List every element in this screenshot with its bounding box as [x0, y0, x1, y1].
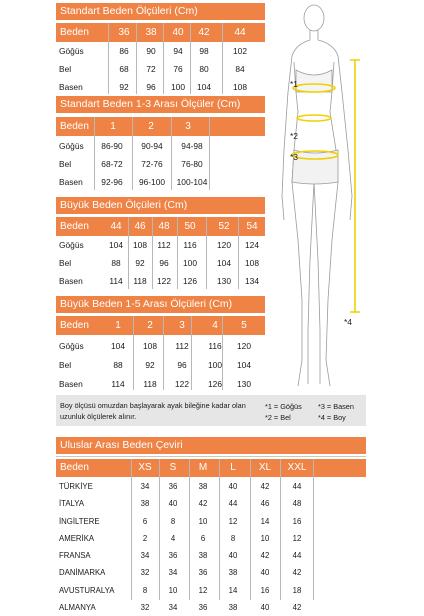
- column-divider: [209, 117, 210, 190]
- cell: 96: [146, 82, 156, 92]
- cell: 44: [228, 499, 238, 509]
- cell: 94-98: [181, 141, 203, 151]
- cell: 38: [198, 482, 208, 491]
- cell: 92: [119, 82, 129, 92]
- cell: 130: [237, 379, 251, 389]
- row-label: TÜRKİYE: [59, 482, 93, 491]
- column-divider: [219, 459, 220, 600]
- header-size: 52: [218, 221, 230, 232]
- cell: 108: [233, 82, 247, 92]
- cell: 40: [168, 499, 178, 509]
- cell: 10: [168, 585, 178, 595]
- cell: 94: [173, 46, 183, 56]
- column-divider: [132, 117, 133, 190]
- cell: 104: [217, 258, 231, 268]
- cell: 88: [113, 360, 123, 370]
- cell: 32: [140, 568, 150, 578]
- marker-height: *4: [344, 317, 353, 327]
- cell: 114: [109, 276, 123, 286]
- column-divider: [190, 23, 191, 94]
- standard-header-row: [56, 23, 265, 42]
- table-row: [56, 174, 265, 190]
- cell: 34: [140, 482, 150, 491]
- header-size: 38: [145, 27, 157, 38]
- column-divider: [280, 459, 281, 600]
- cell: 134: [245, 276, 259, 286]
- legend-item: *4 = Boy: [318, 413, 346, 422]
- cell: 8: [170, 516, 176, 526]
- row-label: AMERİKA: [59, 533, 95, 543]
- column-divider: [222, 23, 223, 94]
- cell: 104: [197, 82, 211, 92]
- cell: 72: [146, 64, 156, 74]
- header-size: 46: [134, 221, 146, 232]
- header-size: 44: [234, 27, 246, 38]
- cell: 72-76: [141, 159, 163, 169]
- arms-outline: [282, 40, 352, 220]
- column-divider: [128, 217, 129, 289]
- row-label: Göğüs: [59, 341, 84, 351]
- header-size: L: [230, 462, 236, 473]
- legend-item: *3 = Basen: [318, 402, 354, 411]
- row-label: Basen: [59, 276, 83, 286]
- cell: 38: [198, 551, 208, 561]
- header-label: Beden: [60, 121, 89, 132]
- row-label: Göğüs: [59, 240, 84, 250]
- header-size: 2: [148, 121, 154, 132]
- row-label: Basen: [59, 379, 83, 389]
- header-size: 5: [241, 320, 247, 331]
- cell: 116: [183, 240, 197, 250]
- measurement-note: [56, 395, 366, 426]
- column-divider: [136, 23, 137, 94]
- cell: 38: [228, 603, 238, 613]
- neck-outline: [310, 30, 318, 40]
- cell: 76-80: [181, 159, 203, 169]
- row-label: FRANSA: [59, 551, 91, 561]
- cell: 40: [260, 603, 270, 613]
- cell: 32: [140, 603, 150, 613]
- cell: 88: [111, 258, 121, 268]
- cell: 46: [260, 499, 270, 509]
- cell: 120: [237, 341, 251, 351]
- cell: 18: [292, 585, 302, 595]
- header-size: XL: [258, 462, 272, 473]
- row-label: DANİMARKA: [59, 568, 106, 578]
- head-outline: [304, 5, 324, 31]
- cell: 14: [260, 516, 270, 526]
- cell: 42: [292, 603, 302, 613]
- cell: 44: [292, 551, 302, 561]
- header-size: M: [198, 462, 208, 473]
- legend-item: *1 = Göğüs: [265, 402, 302, 411]
- top-outline: [296, 70, 332, 92]
- large15-header-row: [56, 316, 265, 335]
- cell: 92: [145, 360, 155, 370]
- header-size: 40: [172, 27, 184, 38]
- cell: 42: [260, 482, 270, 491]
- cell: 16: [292, 516, 302, 526]
- header-size: XS: [138, 462, 152, 473]
- row-label: İTALYA: [59, 499, 85, 509]
- shorts-outline: [292, 150, 338, 184]
- cell: 44: [292, 482, 302, 491]
- cell: 4: [170, 533, 176, 543]
- row-label: AVUSTURALYA: [59, 585, 115, 595]
- header-size: 3: [179, 320, 185, 331]
- cell: 68-72: [101, 159, 123, 169]
- cell: 86-90: [101, 141, 123, 151]
- title-underline: [56, 456, 366, 457]
- cell: 12: [198, 585, 208, 595]
- column-divider: [206, 217, 207, 289]
- large15-title: Büyük Beden 1-5 Arası Ölçüleri (Cm): [56, 296, 265, 313]
- cell: 118: [143, 379, 157, 389]
- cell: 6: [200, 533, 206, 543]
- header-size: 1: [115, 320, 121, 331]
- column-divider: [131, 459, 132, 600]
- cell: 42: [198, 499, 208, 509]
- header-size: XXL: [287, 462, 307, 473]
- header-label: Beden: [60, 221, 89, 232]
- cell: 76: [173, 64, 183, 74]
- cell: 40: [260, 568, 270, 578]
- table-row: [56, 599, 366, 616]
- row-label: Göğüs: [59, 141, 84, 151]
- cell: 98: [199, 46, 209, 56]
- header-size: 2: [147, 320, 153, 331]
- column-divider: [163, 316, 164, 390]
- cell: 100: [183, 258, 197, 268]
- cell: 104: [109, 240, 123, 250]
- cell: 42: [292, 568, 302, 578]
- header-size: 44: [110, 221, 122, 232]
- row-label: İNGİLTERE: [59, 516, 100, 526]
- cell: 96: [159, 258, 169, 268]
- marker-hip: *3: [290, 152, 299, 162]
- cell: 122: [175, 379, 189, 389]
- cell: 126: [208, 379, 222, 389]
- column-divider: [108, 23, 109, 94]
- table-row: [56, 582, 366, 599]
- cell: 36: [198, 603, 208, 613]
- header-size: 42: [198, 27, 210, 38]
- cell: 118: [133, 276, 147, 286]
- table-row: [56, 547, 366, 564]
- cell: 92-96: [101, 177, 123, 187]
- column-divider: [250, 459, 251, 600]
- waist-measure-line: [297, 115, 331, 121]
- cell: 12: [228, 516, 238, 526]
- cell: 2: [142, 533, 148, 543]
- cell: 34: [168, 568, 178, 578]
- cell: 116: [208, 341, 222, 351]
- row-label: ALMANYA: [59, 603, 96, 613]
- column-divider: [163, 23, 164, 94]
- marker-waist: *2: [290, 131, 299, 141]
- legs-outline: [308, 182, 320, 384]
- cell: 8: [142, 585, 148, 595]
- column-divider: [238, 217, 239, 289]
- header-size: 4: [212, 320, 218, 331]
- cell: 34: [140, 551, 150, 561]
- cell: 16: [260, 585, 270, 595]
- table-row: [56, 237, 265, 253]
- table-row: [56, 495, 366, 512]
- cell: 10: [260, 533, 270, 543]
- row-label: Basen: [59, 82, 83, 92]
- cell: 112: [157, 240, 171, 250]
- cell: 108: [143, 341, 157, 351]
- table-row: [56, 138, 265, 154]
- table-row: [56, 513, 366, 530]
- column-divider: [171, 117, 172, 190]
- cell: 42: [260, 551, 270, 561]
- standard-table: [56, 42, 265, 95]
- standard13-header-row: [56, 117, 265, 136]
- large15-table: [56, 336, 265, 392]
- cell: 122: [157, 276, 171, 286]
- cell: 86: [119, 46, 129, 56]
- cell: 34: [168, 603, 178, 613]
- body-figure: [258, 0, 366, 395]
- cell: 100: [208, 360, 222, 370]
- cell: 108: [245, 258, 259, 268]
- note-text: Boy ölçüsü omuzdan başlayarak ayak bileğine kadar olan uzunluk ölçülerek alınır.: [60, 401, 246, 421]
- table-row: [56, 43, 265, 59]
- cell: 90: [146, 46, 156, 56]
- cell: 126: [183, 276, 197, 286]
- cell: 68: [119, 64, 129, 74]
- cell: 84: [235, 64, 245, 74]
- header-label: Beden: [60, 462, 89, 473]
- cell: 96: [177, 360, 187, 370]
- header-size: 3: [185, 121, 191, 132]
- header-size: S: [169, 462, 177, 473]
- cell: 6: [142, 516, 148, 526]
- cell: 48: [292, 499, 302, 509]
- body-outline: [292, 62, 338, 386]
- large-table: [56, 236, 265, 289]
- legend-item: *2 = Bel: [265, 413, 291, 422]
- cell: 40: [228, 482, 238, 491]
- column-divider: [159, 459, 160, 600]
- cell: 102: [233, 46, 247, 56]
- header-size: 36: [118, 27, 130, 38]
- column-divider: [191, 316, 192, 390]
- large-header-row: [56, 217, 265, 236]
- row-label: Bel: [59, 258, 72, 268]
- table-row: [56, 273, 265, 289]
- cell: 80: [199, 64, 209, 74]
- cell: 96-100: [138, 177, 166, 187]
- row-label: Basen: [59, 177, 83, 187]
- cell: 104: [111, 341, 125, 351]
- cell: 114: [111, 379, 125, 389]
- cell: 36: [198, 568, 208, 578]
- table-row: [56, 564, 366, 581]
- standard13-title: Standart Beden 1-3 Arası Ölçüler (Cm): [56, 96, 265, 113]
- table-row: [56, 156, 265, 172]
- table-row: [56, 255, 265, 271]
- table-row: [56, 376, 265, 392]
- table-row: [56, 338, 265, 354]
- column-divider: [189, 459, 190, 600]
- column-divider: [177, 217, 178, 289]
- standard13-table: [56, 137, 265, 190]
- cell: 104: [237, 360, 251, 370]
- column-divider: [133, 316, 134, 390]
- header-label: Beden: [60, 320, 89, 331]
- table-row: [56, 530, 366, 547]
- cell: 90-94: [141, 141, 163, 151]
- cell: 10: [198, 516, 208, 526]
- cell: 38: [140, 499, 150, 509]
- cell: 40: [228, 551, 238, 561]
- table-row: [56, 79, 265, 95]
- column-divider: [94, 117, 95, 190]
- header-size: 48: [158, 221, 170, 232]
- column-divider: [313, 459, 314, 600]
- cell: 108: [133, 240, 147, 250]
- cell: 100-104: [176, 177, 208, 187]
- header-size: 1: [110, 121, 116, 132]
- cell: 92: [135, 258, 145, 268]
- cell: 12: [292, 533, 302, 543]
- marker-chest: *1: [290, 79, 299, 89]
- cell: 8: [230, 533, 236, 543]
- row-label: Bel: [59, 159, 72, 169]
- header-label: Beden: [60, 27, 89, 38]
- cell: 130: [217, 276, 231, 286]
- cell: 36: [168, 482, 178, 491]
- cell: 112: [175, 341, 189, 351]
- header-size: 54: [246, 221, 258, 232]
- table-row: [56, 357, 265, 373]
- large-title: Büyük Beden Ölçüleri (Cm): [56, 197, 265, 214]
- cell: 100: [171, 82, 185, 92]
- cell: 124: [245, 240, 259, 250]
- row-label: Göğüs: [59, 46, 84, 56]
- standard-title: Standart Beden Ölçüleri (Cm): [56, 3, 265, 20]
- row-label: Bel: [59, 360, 72, 370]
- table-row: [56, 61, 265, 77]
- international-header-row: [56, 459, 366, 477]
- table-row: [56, 478, 366, 495]
- cell: 14: [228, 585, 238, 595]
- international-table: [56, 478, 366, 616]
- column-divider: [152, 217, 153, 289]
- header-size: 50: [184, 221, 196, 232]
- cell: 38: [228, 568, 238, 578]
- row-label: Bel: [59, 64, 72, 74]
- international-title: Uluslar Arası Beden Çeviri: [56, 437, 366, 454]
- cell: 36: [168, 551, 178, 561]
- cell: 120: [217, 240, 231, 250]
- column-divider: [222, 316, 223, 390]
